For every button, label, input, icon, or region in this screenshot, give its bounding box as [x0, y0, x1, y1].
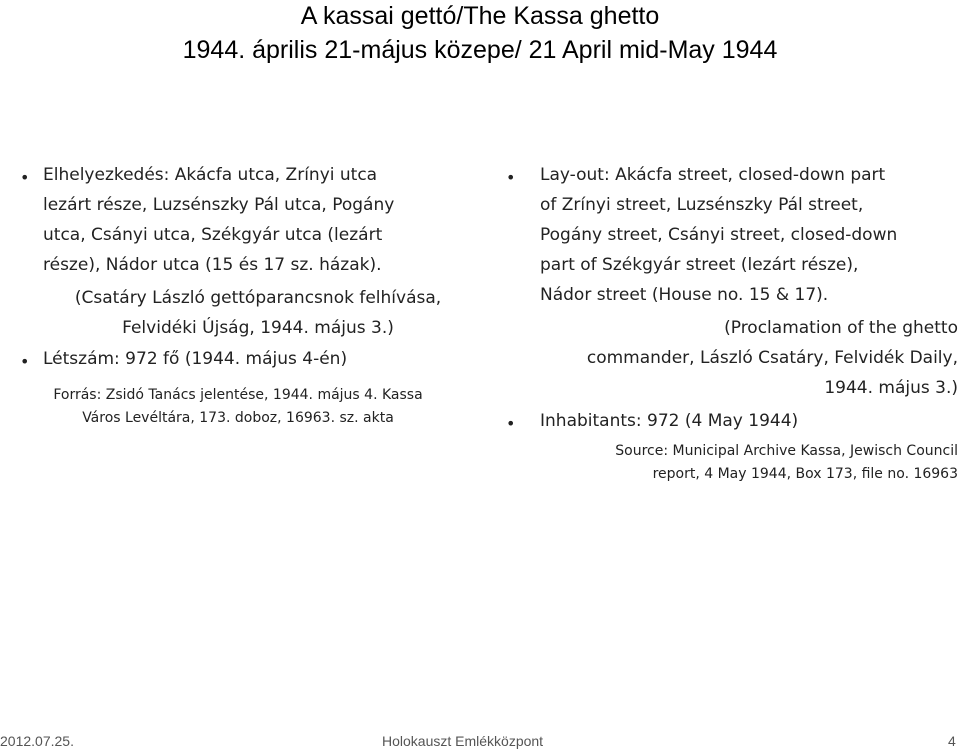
proclamation-text-en: (Proclamation of the ghetto commander, László Csatáry, Felvidék Daily, 1944. május 3.) — [586, 318, 958, 398]
slide-title-line-2: 1944. április 21-május közepe/ 21 April mid-May 1944 — [182, 36, 778, 64]
footer-date: 2012.07.25. — [0, 733, 74, 749]
headcount-text-en: Inhabitants: 972 (4 May 1944) — [540, 411, 799, 431]
bullet-icon: • — [506, 168, 516, 187]
bullet-icon: • — [506, 414, 516, 433]
footer-page-number: 4 — [948, 733, 956, 749]
bullet-icon: • — [20, 352, 30, 371]
proclamation-text-hu: (Csatáry László gettóparancsnok felhívása, Felvidéki Újság, 1944. május 3.) — [74, 288, 442, 338]
location-text-en: Lay-out: Akácfa street, closed-down part of Zrínyi street, Luzsénszky Pál street, Pogány street, Csányi street, closed-down part of Székgyár street (lezárt része), Nádor street (House no. 15 & 17). — [540, 165, 898, 305]
slide-title-line-1: A kassai gettó/The Kassa ghetto — [300, 2, 660, 30]
source-text-en: Source: Municipal Archive Kassa, Jewisch Council report, 4 May 1944, Box 173, file no. 16963 — [615, 443, 958, 482]
location-text-hu: Elhelyezkedés: Akácfa utca, Zrínyi utca lezárt része, Luzsénszky Pál utca, Pogány utca, Csányi utca, Székgyár utca (lezárt része), Nádor utca (15 és 17 sz. házak). — [43, 165, 395, 275]
headcount-text-hu: Létszám: 972 fő (1944. május 4-én) — [43, 349, 348, 369]
source-text-hu: Forrás: Zsidó Tanács jelentése, 1944. május 4. Kassa Város Levéltára, 173. doboz, 16963. sz. akta — [53, 387, 423, 426]
bullet-icon: • — [20, 168, 30, 187]
footer-organization: Holokauszt Emlékközpont — [382, 733, 544, 749]
